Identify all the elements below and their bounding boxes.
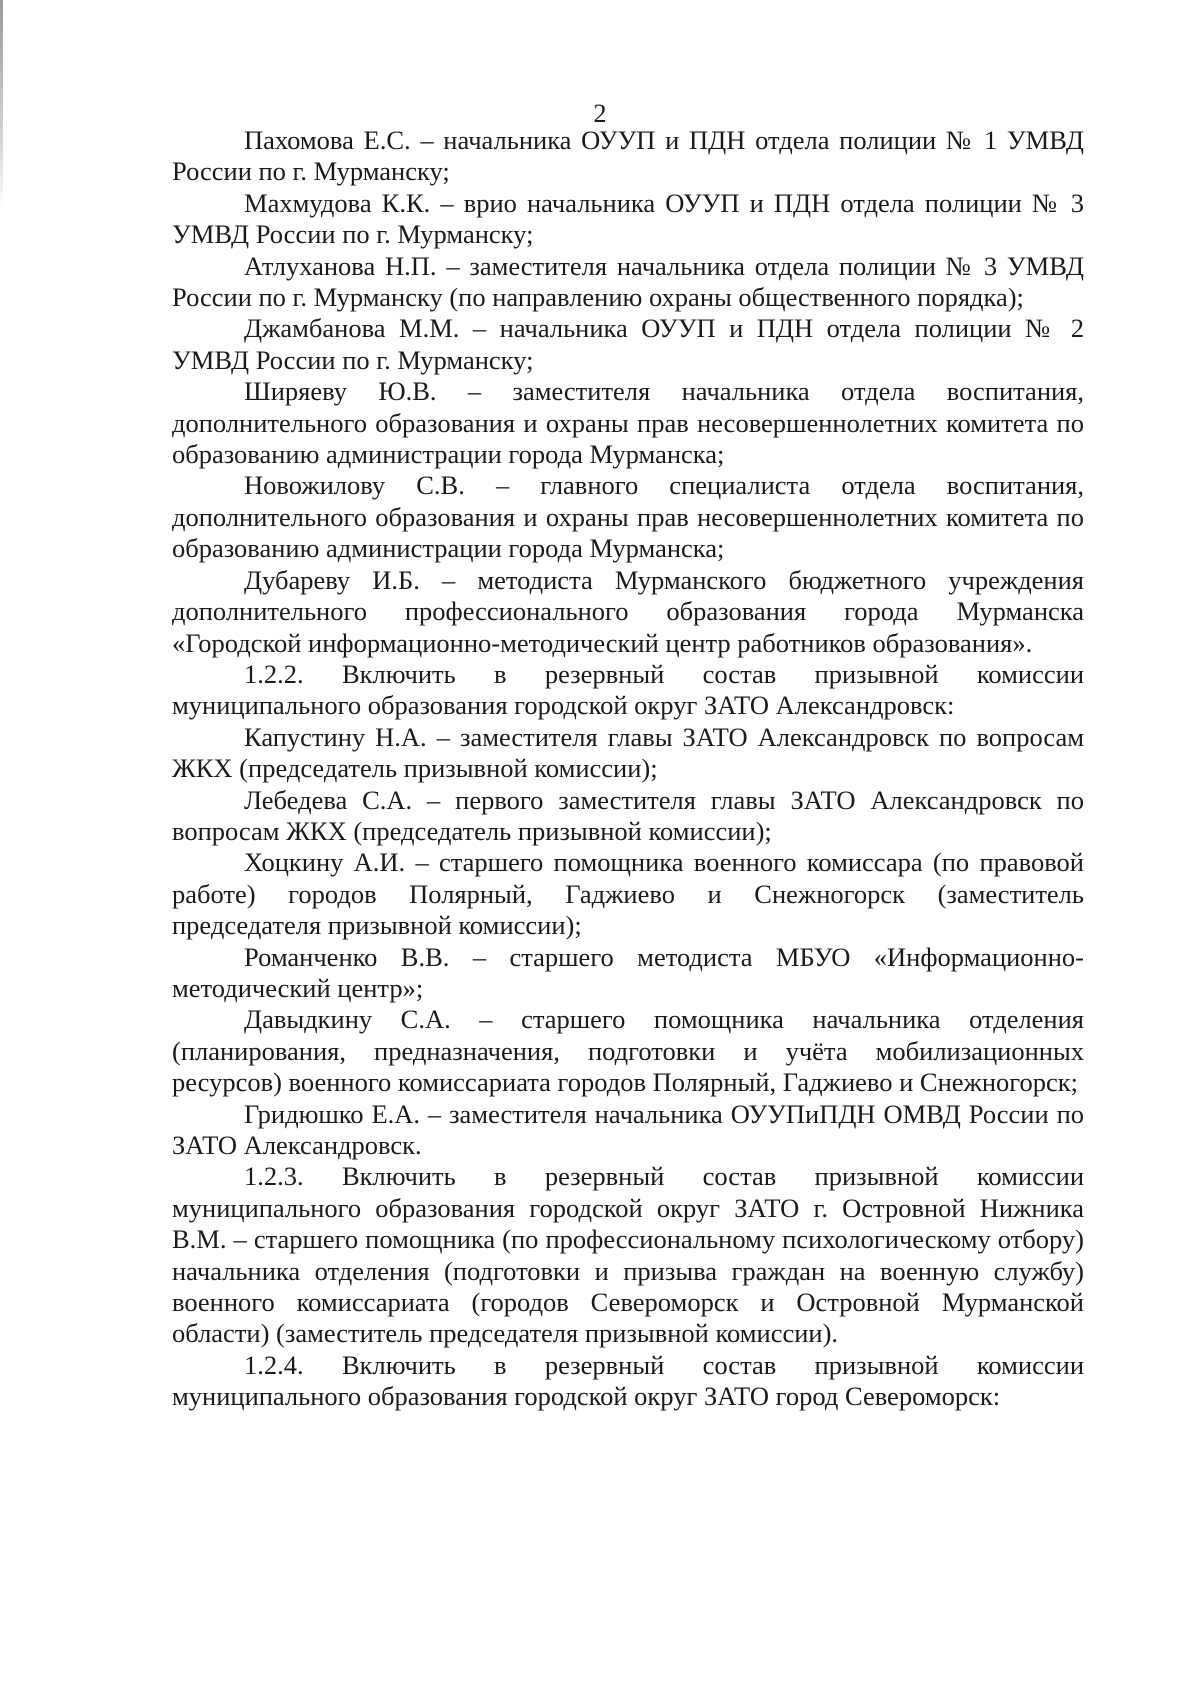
paragraph: Лебедева С.А. – первого заместителя главы ЗАТО Александровск по вопросам ЖКХ (председатель призывной комиссии);: [172, 784, 1084, 846]
paragraph: Атлуханова Н.П. – заместителя начальника отдела полиции № 3 УМВД России по г. Мурманску (по направлению охраны общественного порядка);: [172, 250, 1084, 313]
paragraph: Пахомова Е.С. – начальника ОУУП и ПДН отдела полиции № 1 УМВД России по г. Мурманску;: [172, 125, 1084, 187]
paragraph: 1.2.2. Включить в резервный состав призывной комиссии муниципального образования городской округ ЗАТО Александровск:: [172, 658, 1084, 721]
paragraph: Джамбанова М.М. – начальника ОУУП и ПДН отдела полиции № 2 УМВД России по г. Мурманску;: [172, 313, 1084, 375]
paragraph: Капустину Н.А. – заместителя главы ЗАТО Александровск по вопросам ЖКХ (председатель призывной комиссии);: [172, 721, 1084, 784]
paragraph: Давыдкину С.А. – старшего помощника начальника отделения (планирования, предназначения, подготовки и учёта мобилизационных ресурсов) военного комиссариата городов Полярный, Гаджиево и Снежногорск;: [172, 1004, 1084, 1098]
paragraph: Ширяеву Ю.В. – заместителя начальника отдела воспитания, дополнительного образования и охраны прав несовершеннолетних комитета по образованию администрации города Мурманска;: [172, 376, 1084, 470]
paragraph: 1.2.4. Включить в резервный состав призывной комиссии муниципального образования городской округ ЗАТО город Североморск:: [172, 1349, 1084, 1412]
paragraph: Махмудова К.К. – врио начальника ОУУП и ПДН отдела полиции № 3 УМВД России по г. Мурманску;: [172, 187, 1084, 250]
paragraph: Хоцкину А.И. – старшего помощника военного комиссара (по правовой работе) городов Полярный, Гаджиево и Снежногорск (заместитель председателя призывной комиссии);: [172, 847, 1084, 941]
page-number: 2: [593, 99, 607, 128]
paragraph: Новожилову С.В. – главного специалиста отдела воспитания, дополнительного образования и охраны прав несовершеннолетних комитета по образованию администрации города Мурманска;: [172, 470, 1084, 564]
paragraph: Дубареву И.Б. – методиста Мурманского бюджетного учреждения дополнительного профессионального образования города Мурманска «Городской информационно-методический центр работников образования».: [172, 564, 1084, 658]
paragraph: Романченко В.В. – старшего методиста МБУО «Информационно-методический центр»;: [172, 941, 1084, 1003]
document-body: [172, 125, 1084, 1413]
paragraph: Гридюшко Е.А. – заместителя начальника ОУУПиПДН ОМВД России по ЗАТО Александровск.: [172, 1098, 1084, 1160]
paragraph: 1.2.3. Включить в резервный состав призывной комиссии муниципального образования городской округ ЗАТО г. Островной Нижника В.М. – старшего помощника (по профессиональному психологическому отбору) начальника отделения (подготовки и призыва граждан на военную службу) военного комиссариата (городов Североморск и Островной Мурманской области) (заместитель председателя призывной комиссии).: [172, 1161, 1084, 1349]
